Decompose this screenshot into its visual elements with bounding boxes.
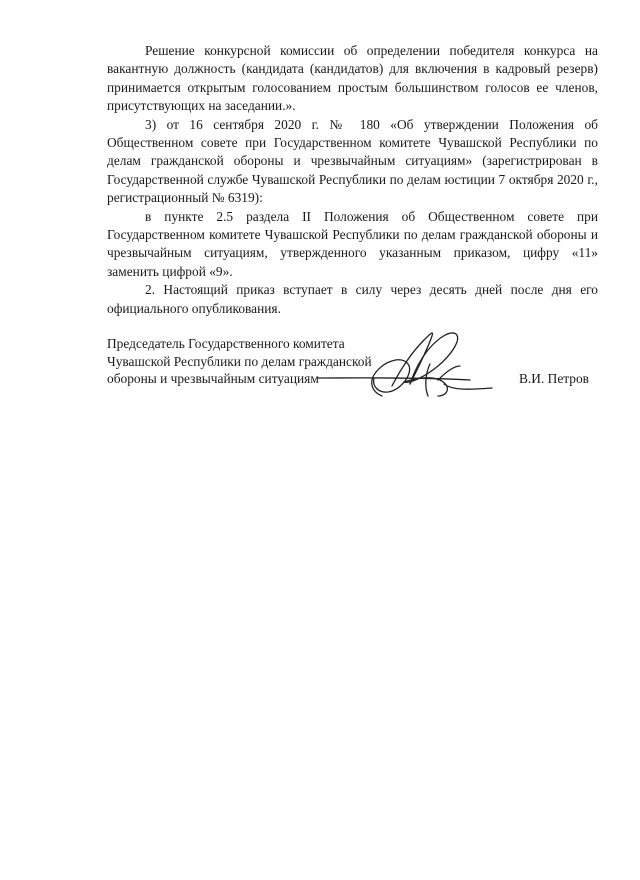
signatory-name: В.И. Петров [519, 371, 589, 386]
signatory-title [107, 335, 372, 388]
signatory-title-line: Чувашской Республики по делам гражданской [107, 353, 372, 369]
paragraph-effective-date: 2. Настоящий приказ вступает в силу через десять дней после дня его официального опубликования. [107, 282, 598, 316]
paragraph-order-180: 3) от 16 сентября 2020 г. № 180 «Об утверждении Положения об Общественном совете при Государственном комитете Чувашской Республики по делам гражданской обороны и чрезвычайным ситуациям» (зарегистрирован в Государственной службе Чувашской Республики по делам юстиции 7 октября 2020 г., регистрационный № 6319): [107, 116, 598, 206]
document-body [107, 42, 598, 318]
signatory-title-line: обороны и чрезвычайным ситуациям [107, 371, 319, 386]
signatory-title-line: Председатель Государственного комитета [107, 336, 345, 351]
paragraph-commission-decision: Решение конкурсной комиссии об определении победителя конкурса на вакантную должность (кандидата (кандидатов) для включения в кадровый резерв) принимается открытым голосованием простым большинством голосов ее членов, присутствующих на заседании.». [107, 43, 598, 114]
signature-block [107, 335, 598, 395]
paragraph-amendment: в пункте 2.5 раздела II Положения об Общественном совете при Государственном комитете Чувашской Республики по делам гражданской обороны и чрезвычайным ситуациям, утвержденного указанным приказом, цифру «11» заменить цифрой «9». [107, 208, 598, 279]
